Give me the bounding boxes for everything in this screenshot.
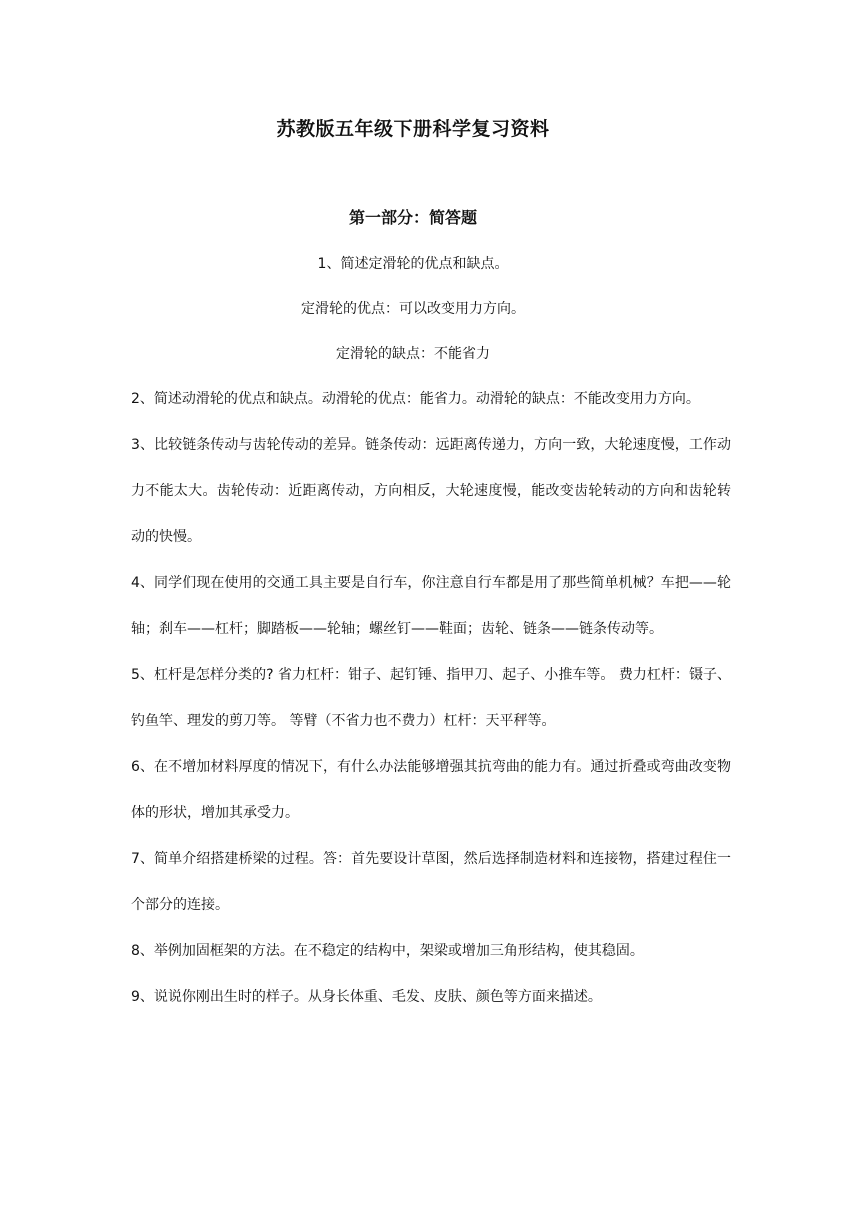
question-8: 8、举例加固框架的方法。在不稳定的结构中，架梁或增加三角形结构，使其稳固。 <box>131 943 644 959</box>
question-1: 1、简述定滑轮的优点和缺点。 <box>317 256 509 272</box>
section-title: 第一部分：简答题 <box>348 208 477 227</box>
document-title: 苏教版五年级下册科学复习资料 <box>276 118 550 140</box>
question-4: 4、同学们现在使用的交通工具主要是自行车，你注意自行车都是用了那些简单机械？车把——轮轴；刹车——杠杆；脚踏板——轮轴；螺丝钉——鞋面；齿轮、链条——链条传动等。 <box>131 575 731 637</box>
question-5: 5、杠杆是怎样分类的? 省力杠杆：钳子、起钉锤、指甲刀、起子、小推车等。 费力杠杆：镊子、钓鱼竿、理发的剪刀等。 等臂（不省力也不费力）杠杆：天平秤等。 <box>131 667 731 729</box>
answer-1-disadvantage: 定滑轮的缺点：不能省力 <box>336 346 490 362</box>
question-9: 9、说说你刚出生时的样子。从身长体重、毛发、皮肤、颜色等方面来描述。 <box>131 989 602 1005</box>
question-7: 7、简单介绍搭建桥梁的过程。答：首先要设计草图，然后选择制造材料和连接物，搭建过程住一个部分的连接。 <box>131 851 731 913</box>
question-list <box>131 376 731 1020</box>
question-2: 2、简述动滑轮的优点和缺点。动滑轮的优点：能省力。动滑轮的缺点：不能改变用力方向。 <box>131 391 700 407</box>
question-6: 6、在不增加材料厚度的情况下，有什么办法能够增强其抗弯曲的能力有。通过折叠或弯曲改变物体的形状，增加其承受力。 <box>131 759 731 821</box>
answer-1-advantage: 定滑轮的优点：可以改变用力方向。 <box>301 301 525 317</box>
question-3: 3、比较链条传动与齿轮传动的差异。链条传动：远距离传递力，方向一致，大轮速度慢，工作动力不能太大。齿轮传动：近距离传动，方向相反，大轮速度慢，能改变齿轮转动的方向和齿轮转动的快慢。 <box>131 437 731 545</box>
